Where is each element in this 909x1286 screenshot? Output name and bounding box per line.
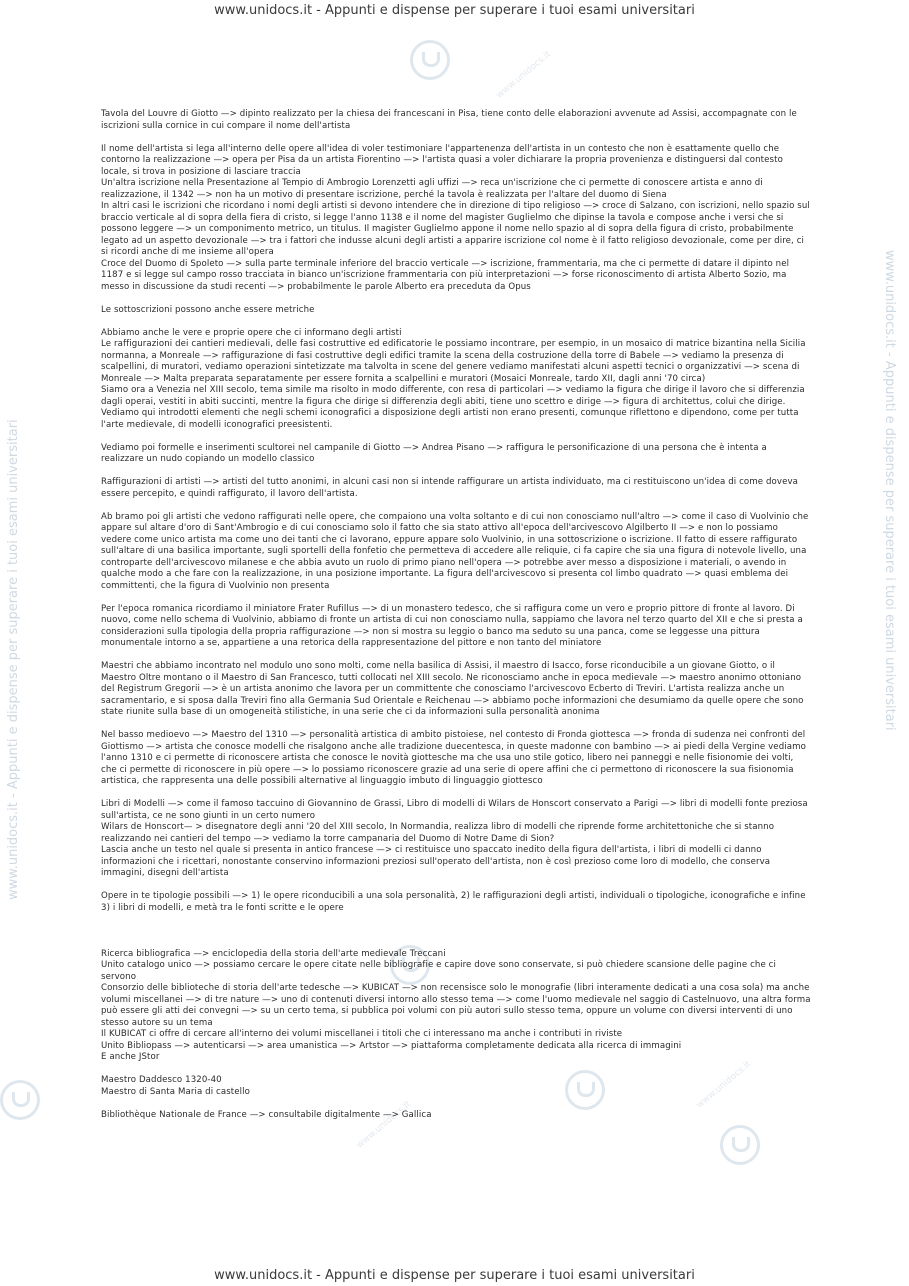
- paragraph: Maestro Daddesco 1320-40: [101, 1075, 222, 1085]
- paragraph: Ab bramo poi gli artisti che vedono raffigurati nelle opere, che compaiono una volta soltanto e di cui non conosciamo null'altro —> come il caso di Vuolvinio che appare sul altare d'oro di Sant'Ambrogio e di cui conosciamo solo il fatto che sia stato attivo all'epoca dell'arcivescovo Algilberto II —> e non lo possiamo vedere come unico artista ma come uno dei tanti che ci lavorano, eppure appare solo Vuolvinio, in una sottoscrizione o iscrizione. Il fatto di essere raffigurato sull'altare di una basilica importante, sugli sportelli della fonfetio che permetteva di accedere alle reliquie, ci fa capire che sia una figura di notevole livello, una controparte dell'arcivescovo milanese e che abbia avuto un ruolo di primo piano nell'opera —> potrebbe aver messo a disposizione i materiali, o avendo in qualche modo a che fare con la realizzazione, in una posizione importante. La figura dell'arcivescovo si presenta col limbo quadrato —> quasi emblema dei committenti, che la figura di Vuolvinio non presenta: [101, 511, 809, 591]
- paragraph: Tavola del Louvre di Giotto —> dipinto realizzato per la chiesa dei francescani in Pisa, tiene conto delle elaborazioni avvenute ad Assisi, accompagnate con le iscrizioni sulla cornice in cui compare il nome dell'artista: [101, 109, 797, 131]
- paragraph: Ricerca bibliografica —> enciclopedia della storia dell'arte medievale Treccani: [101, 948, 446, 959]
- paragraph: Siamo ora a Venezia nel XIII secolo, tema simile ma risolto in modo differente, con resa di particolari —> vediamo la figura che dirige il lavoro che si differenzia dagli operai, vestiti in abiti succinti, mentre la figura che dirige si differenzia degli abiti, tiene uno scettro e dirige —> figura di architettus, colui che dirige. Vediamo qui introdotti elementi che negli schemi iconografici a disposizione degli artisti non erano presenti, comunque riflettono e dipendono, come per tutta l'arte medievale, di modelli iconografici preesistenti.: [101, 385, 805, 430]
- paragraph: Maestri che abbiamo incontrato nel modulo uno sono molti, come nella basilica di Assisi, il maestro di Isacco, forse riconducibile a un giovane Giotto, o il Maestro Oltre montano o il Maestro di San Francesco, tutti collocati nel XIII secolo. Ne riconosciamo anche in epoca medievale —> maestro anonimo ottoniano del Registrum Gregorii —> è un artista anonimo che lavora per un committente che conosciamo l'arcivescovo Ecberto di Treviri. L'artista realizza anche un sacramentario, e si sposa dalla Treviri fino alla Germania Sud Orientale e Reichenau —> abbiamo poche informazioni che desumiamo da quelle opere che sono state riunite sulla base di un omogeneità stilistiche, in una serie che ci da informazioni sulla personalità anonima: [101, 661, 804, 717]
- paragraph: Nel basso medioevo —> Maestro del 1310 —> personalità artistica di ambito pistoiese, nel contesto di Fronda giottesca —> fronda di sudenza nei confronti del Giottismo —> artista che conosce modelli che risalgono anche alle tradizione duecentesca, in queste madonne con bambino —> ai piedi della Vergine vediamo l'anno 1310 e ci permette di riconoscere artista che conosce le novità giottesche ma che usa uno stile gotico, libero nei panneggi e nelle fisionomie dei volti, che ci permette di riconoscere in più opere —> lo possiamo riconoscere grazie ad una serie di opere affini che ci permettono di riconoscere la sua fisionomia artistica, che rappresenta una delle possibili alternative al linguaggio imbuto di linguaggio giottesco: [101, 730, 806, 786]
- paragraph: Il nome dell'artista si lega all'interno delle opere all'idea di voler testimoniare l'appartenenza dell'artista in un contesto che non è esattamente quello che contorno la realizzazione —> opera per Pisa da un artista Fiorentino —> l'artista quasi a voler dichiarare la propria provenienza e distinguersi dal contesto locale, si trova in posizione di lasciare traccia: [101, 143, 783, 177]
- unidocs-logo-icon: [410, 40, 450, 80]
- diagonal-watermark: www.unidocs.it: [354, 1099, 414, 1151]
- paragraph: Consorzio delle biblioteche di storia dell'arte tedesche —> KUBICAT —> non recensisce solo le monografie (libri interamente dedicati a una cosa sola) ma anche volumi miscellanei —> di tre nature —> uno di contenuti diversi intorno allo stesso tema —> come l'uomo medievale nel saggio di Castelnuovo, una altra forma può essere gli atti dei convegni —> su un certo tema, si pubblica poi volumi con più autori sullo stesso tema, oppure un volume con diversi interventi di uno stesso autore su un tema: [101, 983, 811, 1028]
- left-side-watermark: www.unidocs.it - Appunti e dispense per superare i tuoi esami universitari: [6, 419, 21, 900]
- diagonal-watermark: www.unidocs.it: [494, 49, 554, 101]
- paragraph: Un'altra iscrizione nella Presentazione al Tempio di Ambrogio Lorenzetti agli uffizi —> reca un'iscrizione che ci permette di conoscere artista e anno di realizzazione, il 1342 —> non ha un motivo di presentare iscrizione, perché la tavola è realizzata per l'altare del duomo di Siena: [101, 178, 763, 200]
- paragraph: Opere in te tipologie possibili —> 1) le opere riconducibili a una sola personalità, 2) le raffigurazioni degli artisti, individuali o tipologiche, iconografiche e infine 3) i libri di modelli, e metà tra le fonti scritte e le opere: [101, 891, 806, 913]
- paragraph: E anche JStor: [101, 1052, 160, 1062]
- paragraph: Il KUBICAT ci offre di cercare all'interno dei volumi miscellanei i titoli che ci interessano ma anche i contributi in riviste: [101, 1029, 623, 1039]
- right-side-watermark: www.unidocs.it - Appunti e dispense per superare i tuoi esami universitari: [882, 250, 897, 731]
- paragraph: Maestro di Santa Maria di castello: [101, 1086, 250, 1097]
- paragraph: In altri casi le iscrizioni che ricordano i nomi degli artisti si devono intendere che in direzione di tipo religioso —> croce di Salzano, con iscrizioni, nello spazio sul braccio verticale al di sopra della fiera di cristo, si legge l'anno 1138 e il nome del magister Guglielmo che dipinse la tavola e compose anche i versi che si possono leggere —> un componimento metrico, un titulus. Il magister Guglielmo appone il nome nello spazio al di sopra della figura di cristo, probabilmente legato ad un aspetto devozionale —> tra i fattori che indusse alcuni degli artisti a apparire iscrizione col nome è il fatto religioso devozionale, come per dire, ci si ricordi anche di me insieme all'opera: [101, 201, 810, 257]
- unidocs-logo-icon: [720, 1125, 760, 1165]
- paragraph: Unito Bibliopass —> autenticarsi —> area umanistica —> Artstor —> piattaforma completamente dedicata alla ricerca di immagini: [101, 1040, 682, 1051]
- paragraph: Croce del Duomo di Spoleto —> sulla parte terminale inferiore del braccio verticale —> iscrizione, frammentaria, ma che ci permette di datare il dipinto nel 1187 e si legge sul campo rosso tracciata in bianco un'iscrizione frammentaria con più interpretazioni —> forse riconoscimento di artista Alberto Sozio, ma messo in discussione da studi recenti —> probabilmente le parole Alberto era preceduta da Opus: [101, 258, 790, 292]
- paragraph: Raffigurazioni di artisti —> artisti del tutto anonimi, in alcuni casi non si intende raffigurare un artista individuato, ma ci restituiscono un'idea di come doveva essere percepito, e quindi raffigurato, il lavoro dell'artista.: [101, 477, 799, 499]
- paragraph: Abbiamo anche le vere e proprie opere che ci informano degli artisti: [101, 327, 402, 338]
- paragraph: Bibliothèque Nationale de France —> consultabile digitalmente —> Gallica: [101, 1109, 432, 1120]
- paragraph: Per l'epoca romanica ricordiamo il miniatore Frater Rufillus —> di un monastero tedesco, che si raffigura come un vero e proprio pittore di fronte al lavoro. Di nuovo, come nello schema di Vuolvinio, abbiamo di fronte un artista di cui non conosciamo nulla, sappiamo che lavora nel terzo quarto del XII e che si presta a considerazioni sulla tipologia della propria raffigurazione —> non si mostra su leggio o banco ma seduto su una panca, come se leggesse una pittura monumentale intorno a se, appartiene a una retorica della rappresentazione del pittore e non tanto del miniatore: [101, 603, 803, 648]
- paragraph: Unito catalogo unico —> possiamo cercare le opere citate nelle bibliografie e capire dove sono conservate, si può chiedere scansione delle pagine che ci servono: [101, 960, 776, 982]
- paragraph: Vediamo poi formelle e inserimenti scultorei nel campanile di Giotto —> Andrea Pisano —> raffigura le personificazione di una persona che è intenta a realizzare un nudo copiando un modello classico: [101, 442, 767, 464]
- paragraph: Le sottoscrizioni possono anche essere metriche: [101, 304, 315, 315]
- diagonal-watermark: www.unidocs.it: [694, 1059, 754, 1111]
- paragraph: Le raffigurazioni dei cantieri medievali, delle fasi costruttive ed edificatorie le possiamo incontrare, per esempio, in un mosaico di matrice bizantina nella Sicilia normanna, a Monreale —> raffigurazione di fasi costruttive degli edifici tramite la scena della costruzione della torre di Babele —> vediamo la presenza di scalpellini, di muratori, vediamo operazioni sintetizzate ma talvolta in scene del genere vediamo manifestati alcuni aspetti tecnici o organizzativi —> scena di Monreale —> Malta preparata separatamente per essere fornita a scalpellini e muratori (Mosaici Monreale, tardo XII, dagli anni '70 circa): [101, 339, 806, 384]
- page-header-link[interactable]: www.unidocs.it - Appunti e dispense per superare i tuoi esami universitari: [214, 3, 695, 18]
- paragraph: Wilars de Honscort— > disegnatore degli anni '20 del XIII secolo, In Normandia, realizza libro di modelli che riprende forme architettoniche che si stanno realizzando nei cantieri del tempo —> vediamo la torre campanaria del Duomo di Notre Dame di Sion?: [101, 822, 775, 844]
- page-footer-link[interactable]: www.unidocs.it - Appunti e dispense per superare i tuoi esami universitari: [214, 1268, 695, 1283]
- diagonal-watermark: www.unidocs.it: [544, 514, 604, 566]
- paragraph: Libri di Modelli —> come il famoso taccuino di Giovannino de Grassi, Libro di modelli di Wilars de Honscort conservato a Parigi —> libri di modelli fonte preziosa sull'artista, ce ne sono giunti in un certo numero: [101, 799, 808, 821]
- document-body: [101, 109, 811, 1121]
- paragraph: Lascia anche un testo nel quale si presenta in antico francese —> ci restituisce uno spaccato inedito della figura dell'artista, i libri di modelli ci danno informazioni che i ricettari, nonostante conservino informazioni preziosi sull'operato dell'artista, non è così prezioso come loro di modello, che conserva immagini, disegni dell'artista: [101, 845, 771, 878]
- unidocs-logo-icon: [0, 1080, 40, 1120]
